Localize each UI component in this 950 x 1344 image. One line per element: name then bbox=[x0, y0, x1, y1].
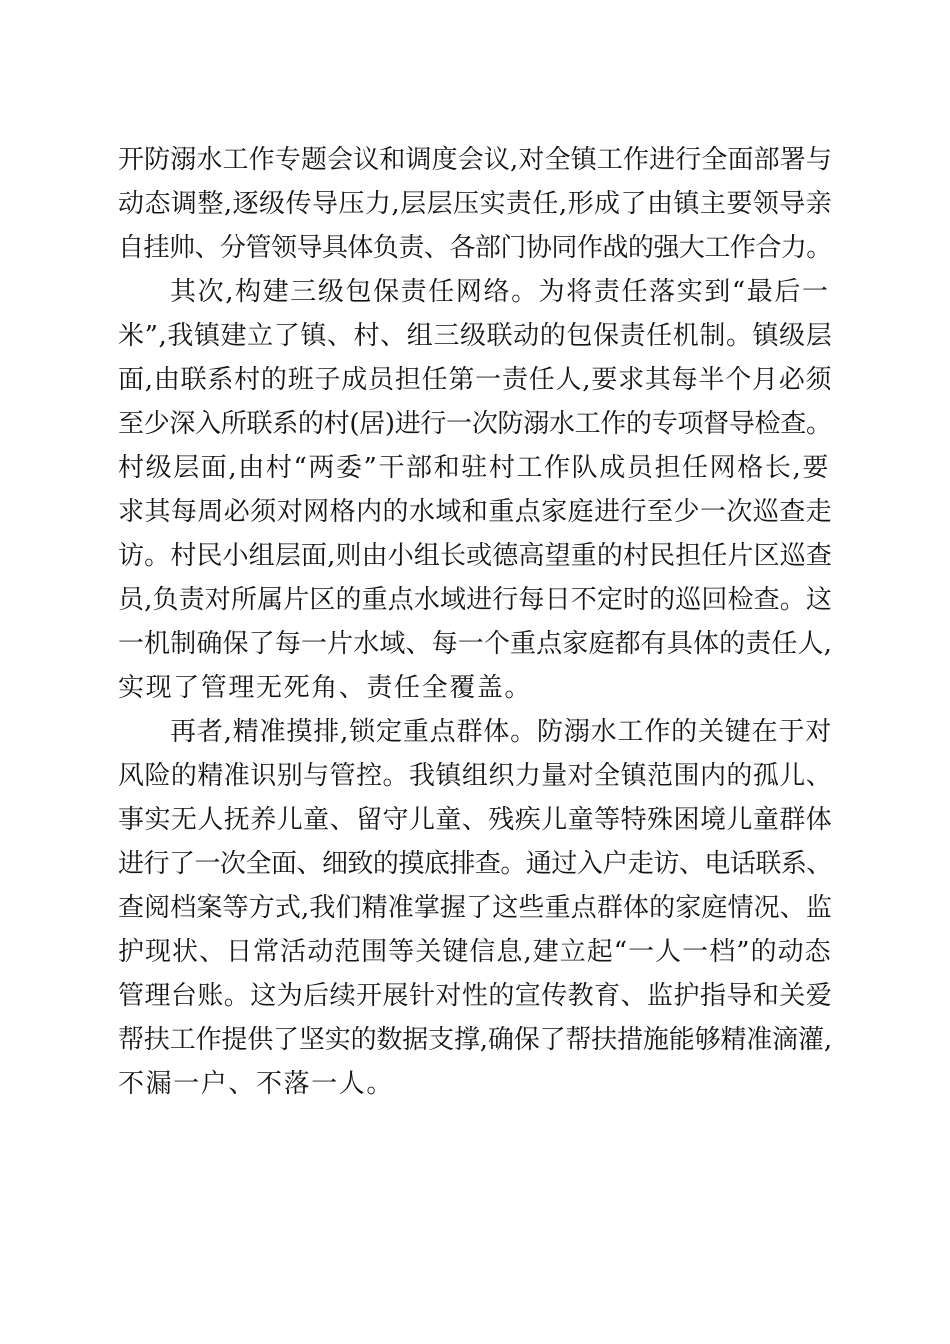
text-line: 面,由联系村的班子成员担任第一责任人,要求其每半个月必须 bbox=[118, 365, 833, 395]
text-line: 管理台账。这为后续开展针对性的宣传教育、监护指导和关爱 bbox=[118, 981, 833, 1011]
text-line: 自挂帅、分管领导具体负责、各部门协同作战的强大工作合力。 bbox=[118, 233, 832, 263]
text-line: 米”,我镇建立了镇、村、组三级联动的包保责任机制。镇级层 bbox=[118, 321, 833, 351]
text-line: 访。村民小组层面,则由小组长或德高望重的村民担任片区巡查 bbox=[118, 541, 833, 571]
text-line: 不漏一户、不落一人。 bbox=[118, 1069, 395, 1099]
text-line: 查阅档案等方式,我们精准掌握了这些重点群体的家庭情况、监 bbox=[118, 893, 833, 923]
text-line: 风险的精准识别与管控。我镇组织力量对全镇范围内的孤儿、 bbox=[118, 761, 833, 791]
text-line: 村级层面,由村“两委”干部和驻村工作队成员担任网格长,要 bbox=[118, 453, 830, 483]
text-line: 进行了一次全面、细致的摸底排查。通过入户走访、电话联系、 bbox=[118, 849, 832, 879]
text-line: 至少深入所联系的村(居)进行一次防溺水工作的专项督导检查。 bbox=[118, 409, 832, 439]
text-line: 一机制确保了每一片水域、每一个重点家庭都有具体的责任人, bbox=[118, 629, 833, 659]
text-line: 帮扶工作提供了坚实的数据支撑,确保了帮扶措施能够精准滴灌, bbox=[118, 1025, 832, 1055]
text-line: 求其每周必须对网格内的水域和重点家庭进行至少一次巡查走 bbox=[118, 497, 833, 527]
text-line: 开防溺水工作专题会议和调度会议,对全镇工作进行全面部署与 bbox=[118, 145, 833, 175]
text-line: 实现了管理无死角、责任全覆盖。 bbox=[118, 673, 533, 703]
paragraph-start-line: 再者,精准摸排,锁定重点群体。防溺水工作的关键在于对 bbox=[170, 717, 833, 747]
paragraph-start-line: 其次,构建三级包保责任网络。为将责任落实到“最后一 bbox=[170, 277, 830, 307]
text-line: 动态调整,逐级传导压力,层层压实责任,形成了由镇主要领导亲 bbox=[118, 189, 833, 219]
text-line: 事实无人抚养儿童、留守儿童、残疾儿童等特殊困境儿童群体 bbox=[118, 805, 833, 835]
text-line: 员,负责对所属片区的重点水域进行每日不定时的巡回检查。这 bbox=[118, 585, 833, 615]
text-line: 护现状、日常活动范围等关键信息,建立起“一人一档”的动态 bbox=[118, 937, 832, 967]
